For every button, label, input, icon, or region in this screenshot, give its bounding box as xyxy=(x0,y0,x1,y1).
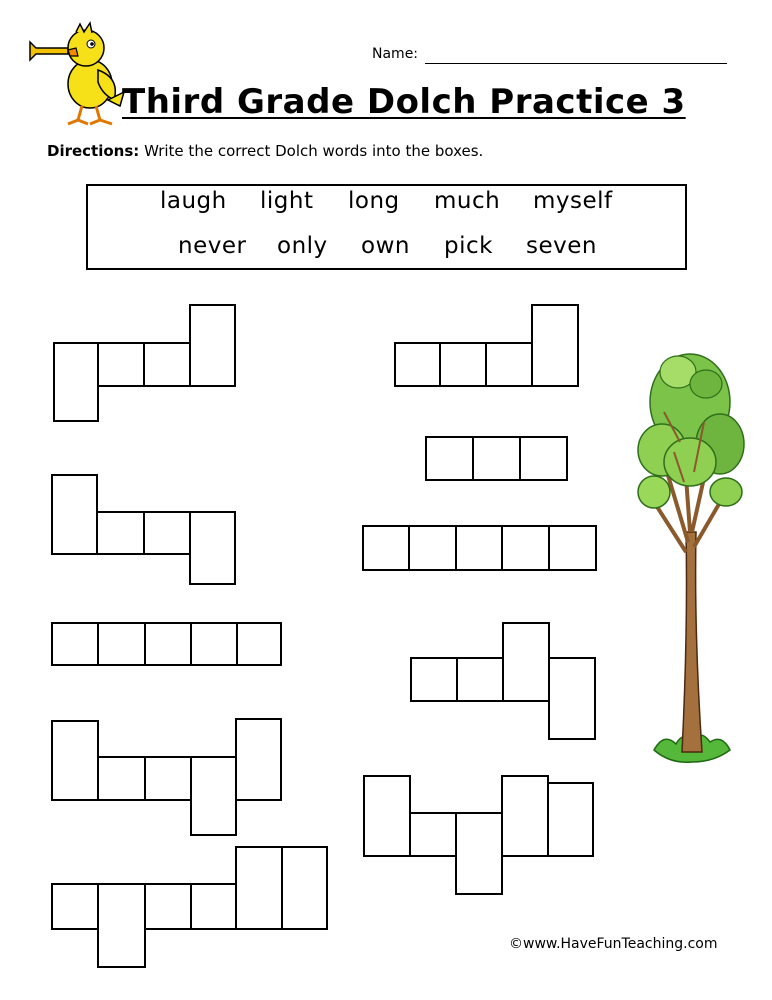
letter-box[interactable] xyxy=(144,883,192,930)
letter-box[interactable] xyxy=(281,846,328,930)
name-line[interactable] xyxy=(425,63,727,64)
letter-box[interactable] xyxy=(189,511,236,585)
word-bank-word: laugh xyxy=(160,188,227,214)
letter-box[interactable] xyxy=(408,525,457,571)
letter-box[interactable] xyxy=(485,342,533,387)
word-bank-word: much xyxy=(434,188,501,214)
letter-box[interactable] xyxy=(96,511,145,555)
letter-box[interactable] xyxy=(51,474,98,555)
letter-box[interactable] xyxy=(144,622,192,666)
directions-text: Write the correct Dolch words into the boxes. xyxy=(144,142,484,160)
letter-box[interactable] xyxy=(97,756,146,801)
letter-box[interactable] xyxy=(472,436,521,481)
word-bank-word: pick xyxy=(444,233,493,259)
name-label: Name: xyxy=(372,46,419,62)
word-bank-word: light xyxy=(260,188,314,214)
letter-box[interactable] xyxy=(362,525,410,571)
letter-box[interactable] xyxy=(547,782,594,857)
letter-box[interactable] xyxy=(455,525,503,571)
letter-box[interactable] xyxy=(53,342,99,422)
letter-box[interactable] xyxy=(501,775,549,857)
letter-box[interactable] xyxy=(51,622,99,666)
letter-box[interactable] xyxy=(439,342,487,387)
letter-box[interactable] xyxy=(531,304,579,387)
word-bank-word: seven xyxy=(526,233,597,259)
letter-box[interactable] xyxy=(51,720,99,801)
word-bank-word: never xyxy=(178,233,247,259)
letter-box[interactable] xyxy=(456,657,504,702)
directions xyxy=(47,142,483,160)
letter-box[interactable] xyxy=(189,304,236,387)
letter-box[interactable] xyxy=(502,622,550,702)
letter-box[interactable] xyxy=(51,883,99,930)
letter-box[interactable] xyxy=(143,342,191,387)
directions-label: Directions: xyxy=(47,142,140,160)
bird-with-trumpet-icon xyxy=(28,22,128,128)
letter-box[interactable] xyxy=(548,525,597,571)
letter-box[interactable] xyxy=(519,436,568,481)
letter-box[interactable] xyxy=(425,436,474,481)
letter-box[interactable] xyxy=(363,775,411,857)
letter-box[interactable] xyxy=(97,342,145,387)
letter-box[interactable] xyxy=(144,756,192,801)
word-bank-word: myself xyxy=(533,188,613,214)
letter-box[interactable] xyxy=(548,657,596,740)
letter-box[interactable] xyxy=(455,812,503,895)
letter-box[interactable] xyxy=(97,883,146,968)
letter-box[interactable] xyxy=(97,622,146,666)
letter-box[interactable] xyxy=(143,511,191,555)
letter-box[interactable] xyxy=(501,525,550,571)
letter-box[interactable] xyxy=(190,883,237,930)
letter-box[interactable] xyxy=(190,756,237,836)
word-bank-word: long xyxy=(348,188,400,214)
footer-copyright: ©www.HaveFunTeaching.com xyxy=(509,936,718,952)
page-title: Third Grade Dolch Practice 3 xyxy=(122,82,686,122)
letter-box[interactable] xyxy=(235,718,282,801)
word-bank-word: own xyxy=(361,233,410,259)
letter-box[interactable] xyxy=(190,622,238,666)
letter-box[interactable] xyxy=(410,657,458,702)
letter-box[interactable] xyxy=(409,812,457,857)
word-bank xyxy=(86,184,687,270)
word-bank-word: only xyxy=(277,233,328,259)
letter-box[interactable] xyxy=(235,846,283,930)
letter-box[interactable] xyxy=(394,342,441,387)
tree-icon xyxy=(634,332,746,772)
letter-box[interactable] xyxy=(236,622,282,666)
